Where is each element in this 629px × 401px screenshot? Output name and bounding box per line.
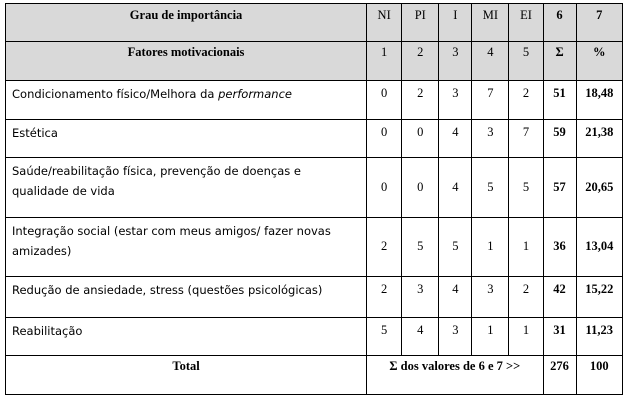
value-pi: 2 <box>402 81 439 120</box>
value-mi: 7 <box>472 81 509 120</box>
factor-label <box>6 81 367 120</box>
value-ei: 1 <box>509 217 543 276</box>
table-row <box>6 120 623 158</box>
factor-label-italic: performance <box>218 87 292 102</box>
header-col-ni: NI <box>367 4 402 42</box>
total-label: Total <box>6 355 367 394</box>
value-sum: 31 <box>543 317 576 355</box>
header-num-3: 3 <box>439 42 472 81</box>
value-ni: 0 <box>367 158 402 217</box>
value-ni: 5 <box>367 317 402 355</box>
value-percent: 15,22 <box>576 276 622 317</box>
value-sum: 57 <box>543 158 576 217</box>
value-sum: 42 <box>543 276 576 317</box>
factor-label: Saúde/reabilitação física, prevenção de doenças e qualidade de vida <box>6 158 367 217</box>
header-num-5: 5 <box>509 42 543 81</box>
value-mi: 1 <box>472 217 509 276</box>
header-col-i: I <box>439 4 472 42</box>
value-ei: 5 <box>509 158 543 217</box>
value-pi: 5 <box>402 217 439 276</box>
table-row <box>6 217 623 276</box>
table-row <box>6 317 623 355</box>
value-i: 3 <box>439 317 472 355</box>
factor-label: Estética <box>6 120 367 158</box>
factor-label: Redução de ansiedade, stress (questões psicológicas) <box>6 276 367 317</box>
value-percent: 11,23 <box>576 317 622 355</box>
factor-label: Reabilitação <box>6 317 367 355</box>
value-i: 4 <box>439 120 472 158</box>
value-mi: 1 <box>472 317 509 355</box>
table-row <box>6 81 623 120</box>
header-col-7: 7 <box>576 4 622 42</box>
factor-label: Integração social (estar com meus amigos/ fazer novas amizades) <box>6 217 367 276</box>
header-sigma: Σ <box>543 42 576 81</box>
value-ni: 0 <box>367 81 402 120</box>
value-sum: 59 <box>543 120 576 158</box>
value-mi: 3 <box>472 276 509 317</box>
value-mi: 5 <box>472 158 509 217</box>
header-col-pi: PI <box>402 4 439 42</box>
value-i: 3 <box>439 81 472 120</box>
value-sum: 51 <box>543 81 576 120</box>
value-i: 4 <box>439 158 472 217</box>
factor-label-text: Condicionamento físico/Melhora da <box>12 87 219 102</box>
value-ei: 2 <box>509 276 543 317</box>
header-col-6: 6 <box>543 4 576 42</box>
table-row <box>6 276 623 317</box>
header-row-importance <box>6 4 623 42</box>
motivational-factors-table <box>5 3 623 395</box>
value-percent: 20,65 <box>576 158 622 217</box>
value-pi: 3 <box>402 276 439 317</box>
value-mi: 3 <box>472 120 509 158</box>
total-row <box>6 355 623 394</box>
value-percent: 13,04 <box>576 217 622 276</box>
value-ni: 0 <box>367 120 402 158</box>
header-col-mi: MI <box>472 4 509 42</box>
value-ei: 1 <box>509 317 543 355</box>
value-percent: 18,48 <box>576 81 622 120</box>
importance-title-cell: Grau de importância <box>6 4 367 42</box>
value-ni: 2 <box>367 217 402 276</box>
value-ei: 7 <box>509 120 543 158</box>
total-percent: 100 <box>576 355 622 394</box>
value-percent: 21,38 <box>576 120 622 158</box>
table-row <box>6 158 623 217</box>
header-row-factors <box>6 42 623 81</box>
factors-title-cell: Fatores motivacionais <box>6 42 367 81</box>
header-num-4: 4 <box>472 42 509 81</box>
value-ei: 2 <box>509 81 543 120</box>
value-i: 4 <box>439 276 472 317</box>
header-percent: % <box>576 42 622 81</box>
header-num-2: 2 <box>402 42 439 81</box>
total-note: Σ dos valores de 6 e 7 >> <box>367 355 543 394</box>
value-pi: 0 <box>402 158 439 217</box>
value-pi: 4 <box>402 317 439 355</box>
value-ni: 2 <box>367 276 402 317</box>
value-pi: 0 <box>402 120 439 158</box>
value-sum: 36 <box>543 217 576 276</box>
value-i: 5 <box>439 217 472 276</box>
total-sum: 276 <box>543 355 576 394</box>
header-num-1: 1 <box>367 42 402 81</box>
header-col-ei: EI <box>509 4 543 42</box>
